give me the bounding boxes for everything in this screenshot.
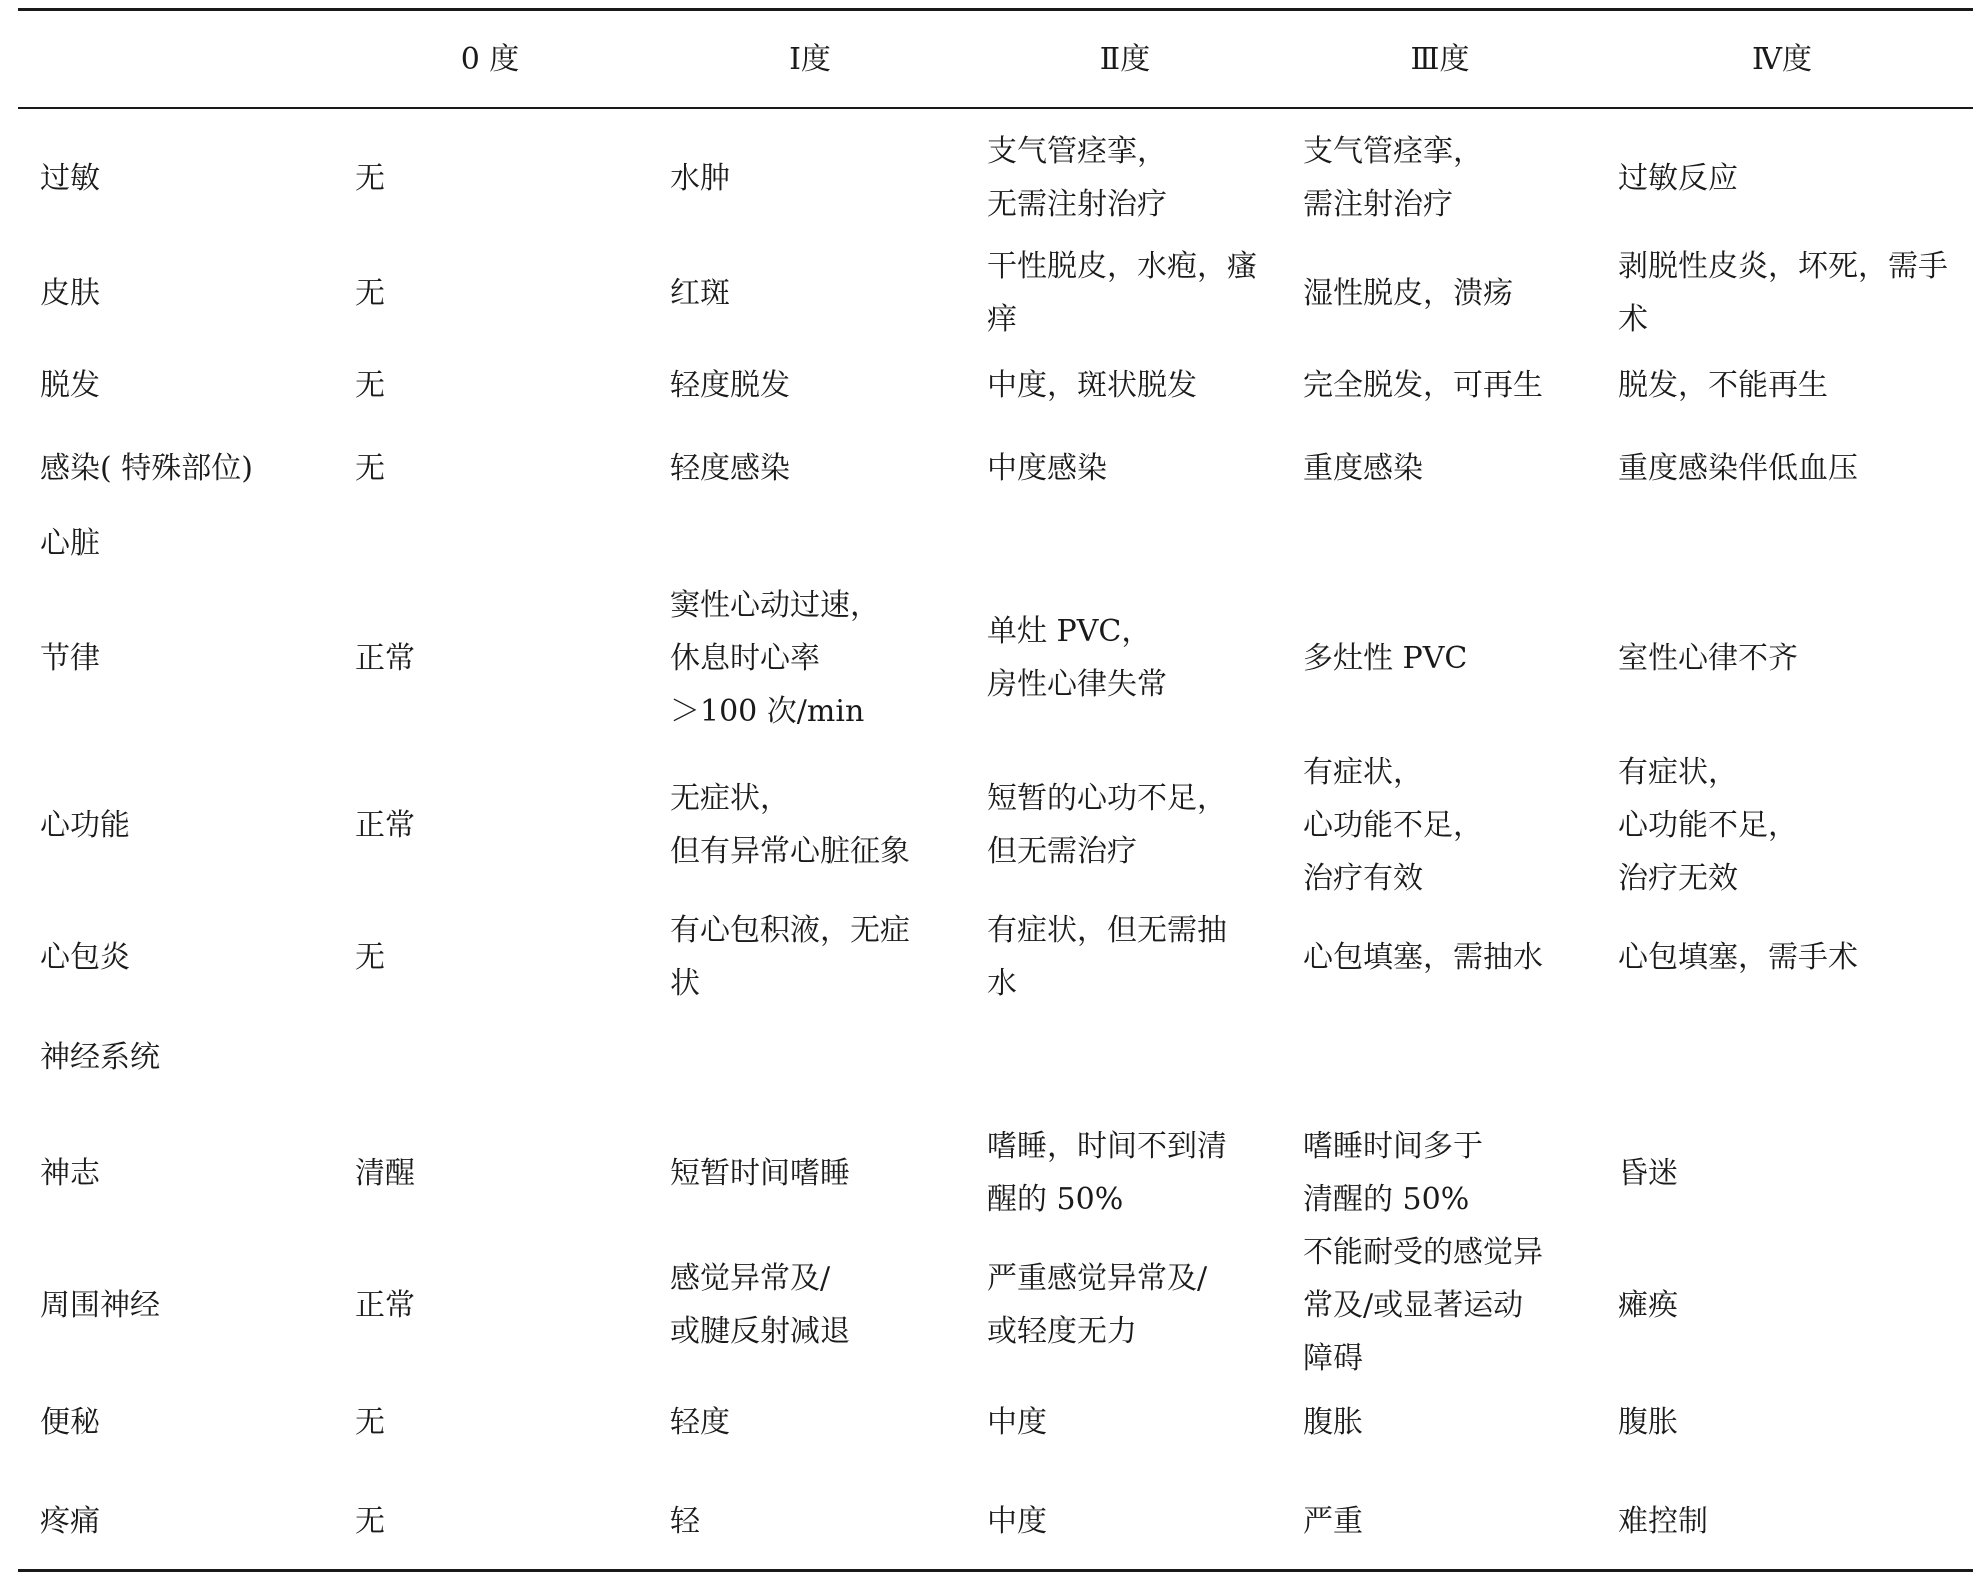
- cell-line: 中度，斑状脱发: [987, 367, 1197, 403]
- cell-line: 窦性心动过速，: [670, 587, 880, 623]
- cell-line: 多灶性 PVC: [1303, 640, 1468, 676]
- row-label: [40, 517, 340, 570]
- grade-4-cell: [1618, 1147, 1958, 1200]
- grade-3-cell: [1303, 632, 1603, 685]
- grade-4-cell: [1618, 152, 1958, 205]
- cell-line: 治疗有效: [1303, 860, 1423, 896]
- cell-line: 轻度: [670, 1404, 730, 1440]
- cell-line: 清醒: [355, 1155, 415, 1191]
- grade-1-cell: [670, 1396, 970, 1449]
- grade-3-cell: [1303, 1226, 1603, 1385]
- grade-4-cell: [1618, 931, 1958, 984]
- cell-line: 心功能不足，: [1303, 807, 1483, 843]
- cell-line: 休息时心率: [670, 640, 820, 676]
- cell-line: 房性心律失常: [987, 667, 1167, 702]
- cell-line: 不能耐受的感觉异: [1303, 1234, 1543, 1270]
- cell-line: 昏迷: [1618, 1155, 1678, 1191]
- grade-3-cell: [1303, 359, 1603, 412]
- cell-line: 水肿: [670, 160, 730, 196]
- grade-3-cell: [1303, 1495, 1603, 1548]
- cell-line: 但有异常心脏征象: [670, 834, 910, 869]
- grade-3-cell: [1303, 267, 1603, 320]
- grade-1-cell: [670, 1252, 970, 1358]
- cell-line: 无: [355, 1503, 385, 1539]
- grade-3-cell: [1303, 442, 1603, 495]
- grade-2-cell: [987, 240, 1287, 346]
- grade-4-cell: [1618, 632, 1958, 685]
- cell-line: 障碍: [1303, 1340, 1363, 1376]
- cell-line: 嗜睡时间多于: [1303, 1129, 1483, 1164]
- cell-line: 腹胀: [1618, 1404, 1678, 1440]
- cell-line: 但无需治疗: [987, 834, 1137, 869]
- grade-3-cell: [1303, 1120, 1603, 1226]
- cell-line: 单灶 PVC，: [987, 614, 1152, 649]
- row-label: [40, 799, 340, 852]
- cell-line: 中度: [987, 1404, 1047, 1440]
- cell-line: 剥脱性皮炎，坏死，需手: [1618, 249, 1948, 284]
- cell-line: 有症状，: [1303, 754, 1423, 790]
- cell-line: 无: [355, 1404, 385, 1440]
- cell-line: 室性心律不齐: [1618, 640, 1798, 676]
- grade-0-cell: [355, 799, 655, 852]
- row-label: [40, 152, 340, 205]
- cell-line: 疼痛: [40, 1503, 100, 1539]
- grade-0-cell: [355, 1495, 655, 1548]
- row-label: [40, 1279, 340, 1332]
- grade-0-cell: [355, 267, 655, 320]
- grade-2-cell: [987, 1120, 1287, 1226]
- row-label: [40, 359, 340, 412]
- cell-line: 重度感染: [1303, 450, 1423, 486]
- cell-line: 术: [1618, 302, 1648, 337]
- grade-4-cell: [1618, 359, 1958, 412]
- grade-2-cell: [987, 442, 1287, 495]
- header-grade-2: Ⅱ度: [1099, 42, 1151, 77]
- grade-3-cell: [1303, 931, 1603, 984]
- grade-1-cell: [670, 579, 970, 738]
- grade-4-cell: [1618, 1279, 1958, 1332]
- grade-1-cell: [670, 152, 970, 205]
- cell-line: 无: [355, 939, 385, 975]
- cell-line: 神经系统: [40, 1039, 160, 1075]
- grade-2-cell: [987, 605, 1287, 711]
- grade-2-cell: [987, 125, 1287, 231]
- row-label: [40, 1495, 340, 1548]
- grade-1-cell: [670, 904, 970, 1010]
- cell-line: 心功能不足，: [1618, 807, 1798, 843]
- cell-line: 短暂时间嗜睡: [670, 1155, 850, 1191]
- cell-line: 严重: [1303, 1503, 1363, 1539]
- cell-line: 无: [355, 367, 385, 403]
- cell-line: 轻: [670, 1503, 700, 1539]
- grade-0-cell: [355, 152, 655, 205]
- cell-line: 轻度感染: [670, 450, 790, 486]
- cell-line: 无需注射治疗: [987, 187, 1167, 222]
- cell-line: 感染( 特殊部位): [40, 450, 253, 486]
- header-grade-1: Ⅰ度: [789, 42, 831, 77]
- grade-2-cell: [987, 1252, 1287, 1358]
- cell-line: ＞100 次/min: [670, 693, 865, 729]
- grade-1-cell: [670, 1147, 970, 1200]
- cell-line: 嗜睡，时间不到清: [987, 1129, 1227, 1164]
- cell-line: 严重感觉异常及/: [987, 1261, 1208, 1296]
- cell-line: 常及/或显著运动: [1303, 1287, 1524, 1323]
- cell-line: 瘫痪: [1618, 1287, 1678, 1323]
- header-grade-4: Ⅳ度: [1752, 42, 1812, 77]
- grade-0-cell: [355, 931, 655, 984]
- cell-line: 过敏: [40, 160, 100, 196]
- row-label: [40, 1031, 340, 1084]
- table-top-rule: [18, 8, 1973, 11]
- row-label: [40, 1147, 340, 1200]
- row-label: [40, 1396, 340, 1449]
- table-bottom-rule: [18, 1569, 1973, 1572]
- cell-line: 难控制: [1618, 1503, 1708, 1539]
- cell-line: 支气管痉挛，: [1303, 134, 1483, 169]
- cell-line: 心脏: [40, 525, 100, 561]
- grade-2-cell: [987, 772, 1287, 878]
- cell-line: 湿性脱皮，溃疡: [1303, 275, 1513, 311]
- table-header-rule: [18, 107, 1973, 109]
- grade-2-cell: [987, 1396, 1287, 1449]
- grade-4-cell: [1618, 442, 1958, 495]
- cell-line: 腹胀: [1303, 1404, 1363, 1440]
- grade-0-cell: [355, 1147, 655, 1200]
- grade-2-cell: [987, 904, 1287, 1010]
- cell-line: 中度感染: [987, 450, 1107, 486]
- header-grade-3: Ⅲ度: [1410, 42, 1470, 77]
- grade-3-cell: [1303, 1396, 1603, 1449]
- grade-0-cell: [355, 1279, 655, 1332]
- cell-line: 水: [987, 966, 1017, 1001]
- cell-line: 心功能: [40, 807, 130, 843]
- row-label: [40, 632, 340, 685]
- grade-0-cell: [355, 442, 655, 495]
- grade-2-cell: [987, 1495, 1287, 1548]
- cell-line: 无: [355, 275, 385, 311]
- cell-line: 心包填塞，需手术: [1618, 939, 1858, 975]
- grade-2-cell: [987, 359, 1287, 412]
- cell-line: 无症状，: [670, 781, 790, 816]
- cell-line: 完全脱发，可再生: [1303, 367, 1543, 403]
- grade-4-cell: [1618, 746, 1958, 905]
- cell-line: 或腱反射减退: [670, 1314, 850, 1349]
- row-label: [40, 267, 340, 320]
- cell-line: 感觉异常及/: [670, 1261, 831, 1296]
- cell-line: 无: [355, 160, 385, 196]
- cell-line: 无: [355, 450, 385, 486]
- grade-1-cell: [670, 267, 970, 320]
- grade-1-cell: [670, 442, 970, 495]
- row-label: [40, 442, 340, 495]
- cell-line: 脱发: [40, 367, 100, 403]
- grade-4-cell: [1618, 1495, 1958, 1548]
- cell-line: 干性脱皮，水疱，瘙: [987, 249, 1257, 284]
- cell-line: 状: [670, 966, 700, 1001]
- cell-line: 心包炎: [40, 939, 130, 975]
- cell-line: 需注射治疗: [1303, 187, 1453, 222]
- grade-3-cell: [1303, 746, 1603, 905]
- grade-0-cell: [355, 1396, 655, 1449]
- row-label: [40, 931, 340, 984]
- grade-4-cell: [1618, 1396, 1958, 1449]
- grade-0-cell: [355, 359, 655, 412]
- cell-line: 重度感染伴低血压: [1618, 450, 1858, 486]
- grade-1-cell: [670, 772, 970, 878]
- header-grade-0: 0 度: [460, 42, 520, 77]
- cell-line: 红斑: [670, 275, 730, 311]
- cell-line: 有心包积液，无症: [670, 913, 910, 948]
- cell-line: 节律: [40, 640, 100, 676]
- grade-1-cell: [670, 1495, 970, 1548]
- cell-line: 正常: [355, 807, 415, 843]
- cell-line: 周围神经: [40, 1287, 160, 1323]
- cell-line: 或轻度无力: [987, 1314, 1137, 1349]
- grade-3-cell: [1303, 125, 1603, 231]
- cell-line: 心包填塞，需抽水: [1303, 939, 1543, 975]
- grade-4-cell: [1618, 240, 1958, 346]
- cell-line: 轻度脱发: [670, 367, 790, 403]
- cell-line: 过敏反应: [1618, 160, 1738, 196]
- cell-line: 治疗无效: [1618, 860, 1738, 896]
- cell-line: 神志: [40, 1155, 100, 1191]
- cell-line: 正常: [355, 1287, 415, 1323]
- cell-line: 支气管痉挛，: [987, 134, 1167, 169]
- grade-1-cell: [670, 359, 970, 412]
- cell-line: 有症状，: [1618, 754, 1738, 790]
- grade-0-cell: [355, 632, 655, 685]
- cell-line: 正常: [355, 640, 415, 676]
- cell-line: 醒的 50%: [987, 1182, 1124, 1217]
- cell-line: 有症状，但无需抽: [987, 913, 1227, 948]
- cell-line: 清醒的 50%: [1303, 1182, 1470, 1217]
- cell-line: 脱发，不能再生: [1618, 367, 1828, 403]
- cell-line: 便秘: [40, 1404, 100, 1440]
- cell-line: 痒: [987, 302, 1017, 337]
- cell-line: 短暂的心功不足，: [987, 781, 1227, 816]
- cell-line: 皮肤: [40, 275, 100, 311]
- cell-line: 中度: [987, 1503, 1047, 1539]
